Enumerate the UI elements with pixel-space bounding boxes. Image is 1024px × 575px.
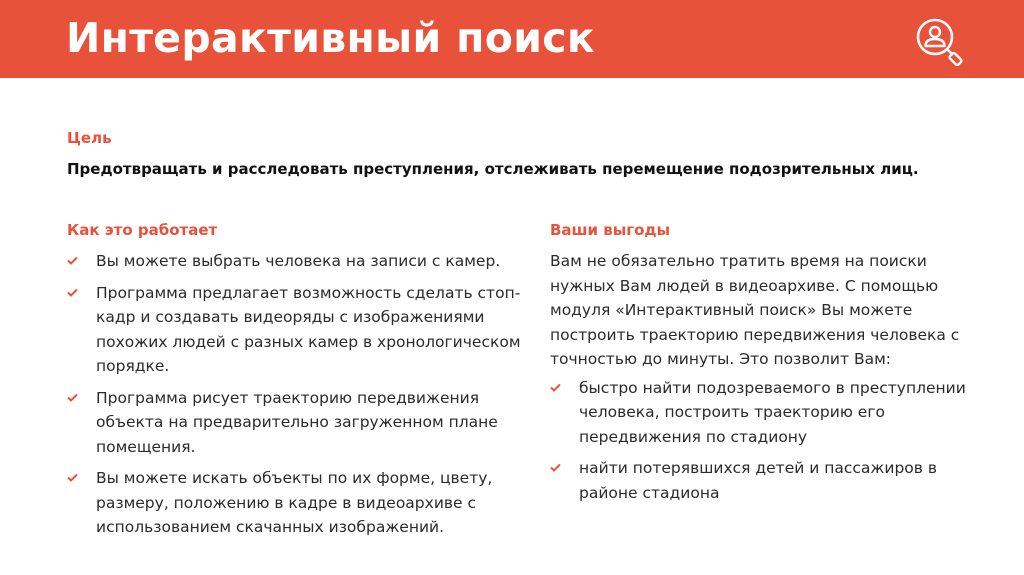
how-it-works-title: Как это работает — [67, 221, 218, 239]
header-bar — [0, 0, 1024, 78]
check-icon — [67, 288, 78, 297]
benefits-intro: Вам не обязательно тратить время на поиски нужных Вам людей в видеоархиве. С помощью модуля «Интерактивный поиск» Вы можете построить траекторию передвижения человека с точностью до минуты. Это позволит Вам: — [550, 252, 960, 368]
benefits-list — [550, 376, 980, 506]
page-title: Интерактивный поиск — [66, 14, 595, 62]
goal-label: Цель — [67, 129, 112, 147]
list-item — [67, 386, 527, 460]
benefits-section — [550, 219, 980, 512]
how-it-works-section — [67, 219, 527, 547]
benefits-title: Ваши выгоды — [550, 221, 671, 239]
list-item-text: Вы можете выбрать человека на записи с камер. — [96, 252, 501, 270]
check-icon — [67, 256, 78, 265]
list-item — [550, 376, 980, 450]
list-item-text: быстро найти подозреваемого в преступлении человека, построить траекторию его передвижения по стадиону — [579, 378, 966, 446]
check-icon — [67, 473, 78, 482]
list-item-text: Вы можете искать объекты по их форме, цвету, размеру, положению в кадре в видеоархиве с использованием скачанных изображений. — [96, 469, 493, 536]
list-item-text: Программа рисует траекторию передвижения объекта на предварительно загруженном плане помещения. — [96, 388, 498, 456]
check-icon — [550, 383, 561, 392]
list-item-text: Программа предлагает возможность сделать стоп-кадр и создавать видеоряды с изображениями похожих людей с разных камер в хронологическом порядке. — [96, 283, 521, 375]
list-item — [550, 456, 980, 505]
person-search-icon — [913, 16, 967, 70]
check-icon — [67, 393, 78, 402]
list-item-text: найти потерявшихся детей и пассажиров в районе стадиона — [579, 459, 937, 502]
check-icon — [550, 463, 561, 472]
goal-text: Предотвращать и расследовать преступления, отслеживать перемещение подозрительных лиц. — [67, 160, 919, 178]
list-item — [67, 249, 527, 274]
list-item — [67, 281, 527, 379]
list-item — [67, 466, 527, 540]
how-it-works-list — [67, 249, 527, 540]
